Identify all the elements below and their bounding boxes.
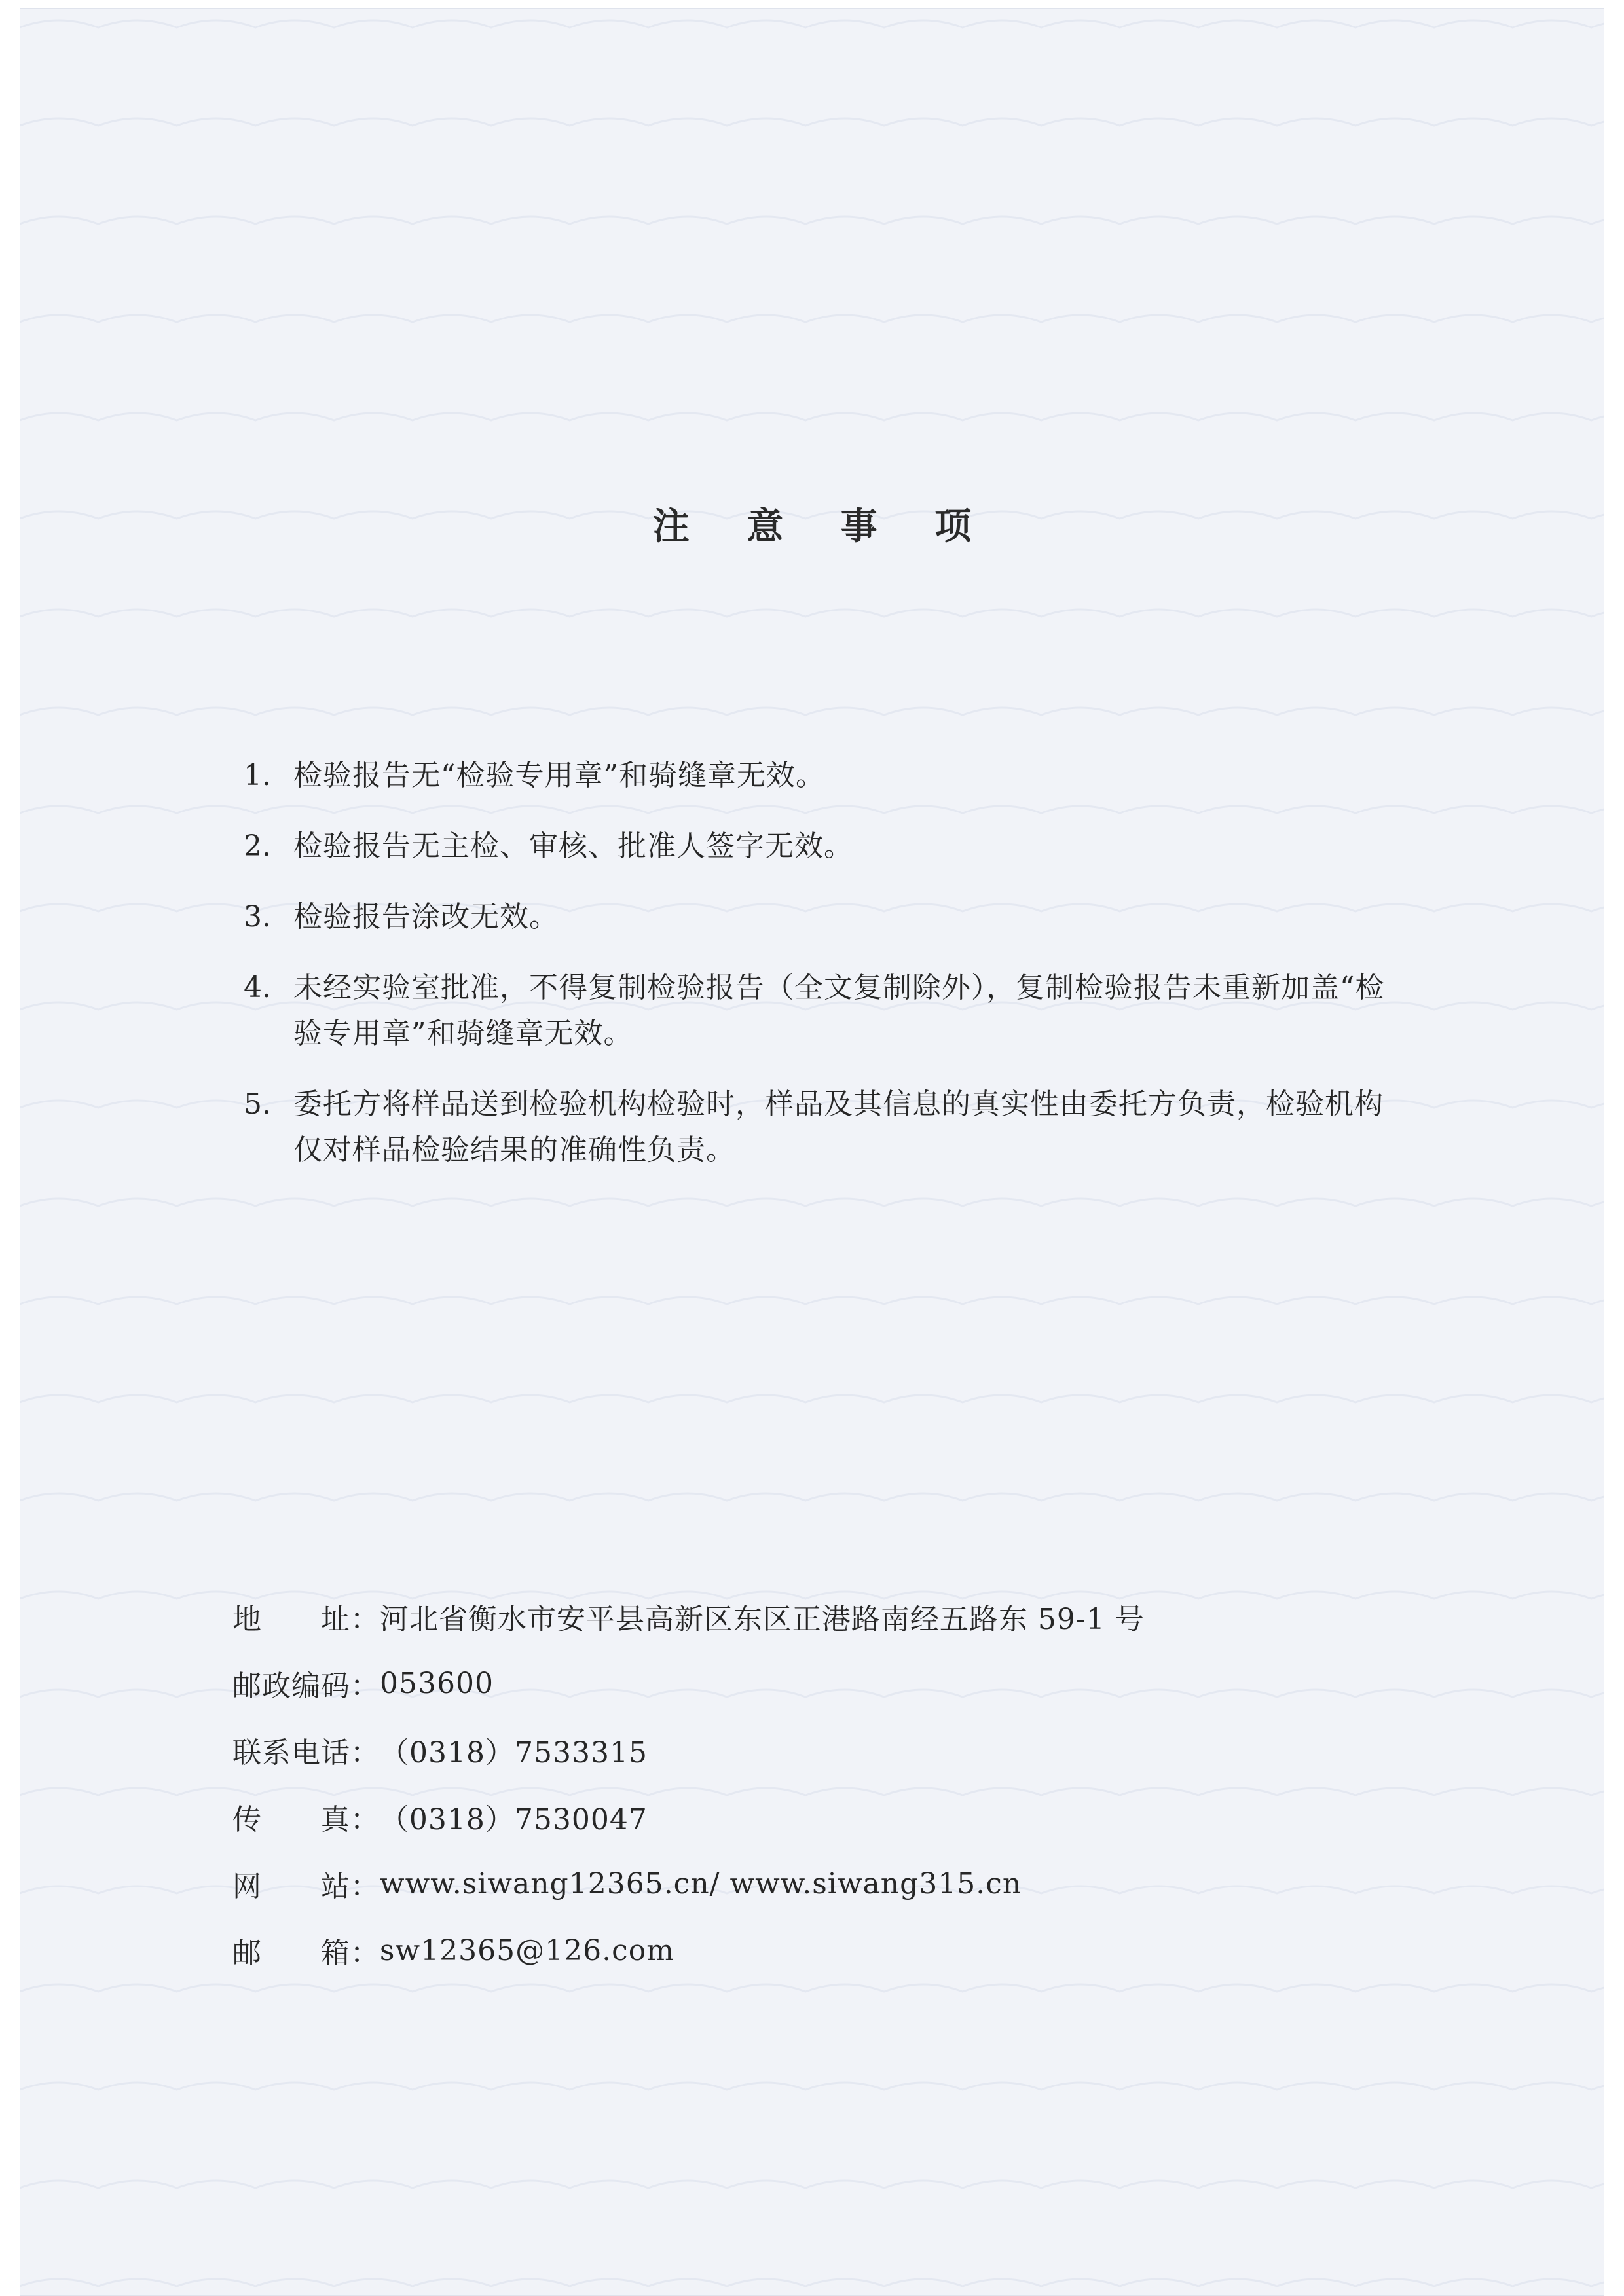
- watermark-wave: [20, 20, 1604, 27]
- watermark-wave: [20, 2083, 1604, 2090]
- watermark-wave: [20, 708, 1604, 715]
- contact-info: [232, 1583, 1346, 1984]
- phone-label: 联系电话：: [232, 1736, 380, 1770]
- page-title: 注 意 事 项: [652, 505, 994, 548]
- watermark-wave: [20, 1199, 1604, 1206]
- note-item-1: [244, 753, 1396, 799]
- note-number: 5.: [244, 1087, 271, 1121]
- email-label: 邮 箱：: [232, 1937, 380, 1970]
- address-value: 河北省衡水市安平县高新区东区正港路南经五路东 59-1 号: [379, 1603, 1145, 1636]
- note-text: 检验报告无“检验专用章”和骑缝章无效。: [293, 759, 825, 792]
- postcode-value: 053600: [380, 1666, 494, 1700]
- phone-value: （0318）7533315: [380, 1736, 648, 1770]
- postcode-row: [232, 1650, 1346, 1717]
- watermark-wave: [20, 118, 1604, 126]
- website-value: www.siwang12365.cn/ www.siwang315.cn: [379, 1867, 1022, 1901]
- note-number: 3.: [244, 900, 271, 934]
- note-item-3: [244, 894, 1396, 940]
- note-number: 1.: [244, 759, 271, 792]
- watermark-wave: [20, 413, 1604, 420]
- note-text: 检验报告涂改无效。: [293, 900, 559, 934]
- address-label: 地 址：: [232, 1603, 380, 1636]
- website-label: 网 站：: [232, 1870, 380, 1903]
- note-number: 2.: [244, 829, 271, 863]
- note-text: 委托方将样品送到检验机构检验时，样品及其信息的真实性由委托方负责，检验机构仅对样品检验结果的准确性负责。: [293, 1087, 1384, 1167]
- watermark-wave: [20, 1395, 1604, 1402]
- note-text: 检验报告无主检、审核、批准人签字无效。: [293, 829, 853, 863]
- note-item-4: [244, 965, 1396, 1057]
- fax-row: [232, 1783, 1346, 1850]
- note-item-2: [244, 824, 1396, 869]
- watermark-wave: [20, 315, 1604, 322]
- address-row: [232, 1583, 1346, 1650]
- email-value: sw12365@126.com: [379, 1933, 674, 1967]
- watermark-wave: [20, 1984, 1604, 1992]
- fax-label: 传 真：: [232, 1803, 380, 1836]
- note-number: 4.: [244, 971, 271, 1004]
- fax-value: （0318）7530047: [379, 1803, 648, 1836]
- note-text: 未经实验室批准，不得复制检验报告（全文复制除外），复制检验报告未重新加盖“检验专用章”和骑缝章无效。: [293, 971, 1385, 1050]
- notes-list: [244, 753, 1396, 1198]
- postcode-label: 邮政编码：: [232, 1669, 380, 1703]
- watermark-wave: [20, 1493, 1604, 1501]
- watermark-wave: [20, 610, 1604, 617]
- note-item-5: [244, 1082, 1396, 1173]
- website-row: [232, 1850, 1346, 1917]
- watermark-wave: [20, 217, 1604, 224]
- watermark-wave: [20, 2279, 1604, 2286]
- watermark-wave: [20, 1297, 1604, 1304]
- phone-row: [232, 1717, 1346, 1783]
- email-row: [232, 1917, 1346, 1984]
- watermark-wave: [20, 2181, 1604, 2188]
